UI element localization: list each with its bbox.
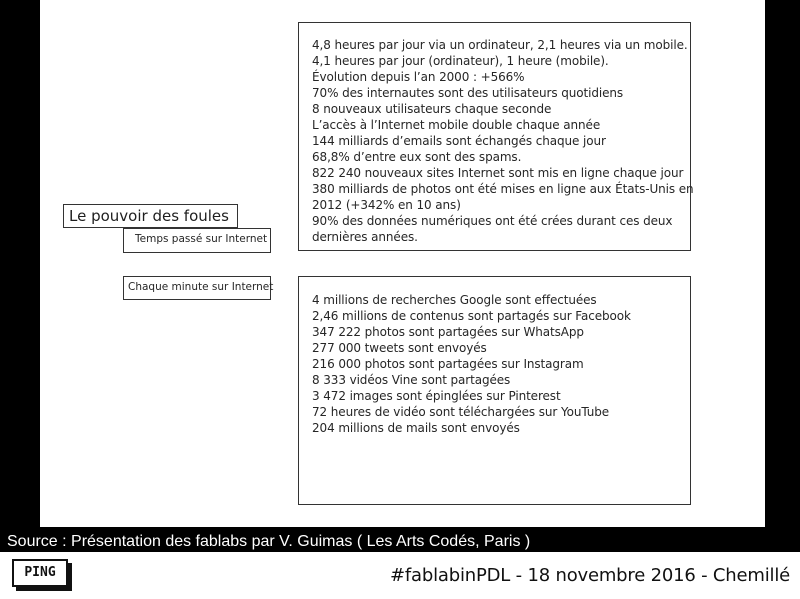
minute-stat-line: 204 millions de mails sont envoyés [312,421,520,435]
event-hashtag: #fablabinPDL - 18 novembre 2016 - Chemillé [390,565,790,586]
per-minute-label: Chaque minute sur Internet [123,276,271,300]
minute-stat-line: 347 222 photos sont partagées sur WhatsApp [312,325,584,339]
minute-stat-line: 3 472 images sont épinglées sur Pinterest [312,389,561,403]
minute-stat-line: 8 333 vidéos Vine sont partagées [312,373,511,387]
time-stat-line: 8 nouveaux utilisateurs chaque seconde [312,102,552,116]
time-stat-line: 4,8 heures par jour via un ordinateur, 2,1 heures via un mobile. [312,38,688,52]
minute-stat-line: 4 millions de recherches Google sont effectuées [312,293,597,307]
source-caption: Source : Présentation des fablabs par V. Guimas ( Les Arts Codés, Paris ) [7,533,531,550]
ping-logo [12,559,74,591]
time-stat-line: 144 milliards d’emails sont échangés chaque jour [312,134,606,148]
time-stat-line: L’accès à l’Internet mobile double chaque année [312,118,601,132]
time-stat-line: 90% des données numériques ont été crées durant ces deux [312,214,673,228]
time-stat-line: Évolution depuis l’an 2000 : +566% [312,70,525,84]
time-stat-line: 4,1 heures par jour (ordinateur), 1 heure (mobile). [312,54,609,68]
mindmap-central-title: Le pouvoir des foules [63,204,238,228]
minute-stat-line: 72 heures de vidéo sont téléchargées sur YouTube [312,405,610,419]
logo-text: PING [12,559,68,587]
time-stat-line: 70% des internautes sont des utilisateurs quotidiens [312,86,624,100]
time-stat-line: dernières années. [312,230,418,244]
time-stat-line: 380 milliards de photos ont été mises en ligne aux États-Unis en [312,182,694,196]
minute-stat-line: 277 000 tweets sont envoyés [312,341,487,355]
time-stat-line: 2012 (+342% en 10 ans) [312,198,461,212]
minute-stat-line: 216 000 photos sont partagées sur Instagram [312,357,584,371]
minute-stat-line: 2,46 millions de contenus sont partagés sur Facebook [312,309,631,323]
slide [40,0,765,527]
time-stat-line: 68,8% d’entre eux sont des spams. [312,150,522,164]
time-spent-label: Temps passé sur Internet [123,228,271,253]
time-stat-line: 822 240 nouveaux sites Internet sont mis en ligne chaque jour [312,166,684,180]
time-stats-box [298,22,694,251]
minute-stats-box [298,276,691,505]
footer-bar [0,552,800,599]
